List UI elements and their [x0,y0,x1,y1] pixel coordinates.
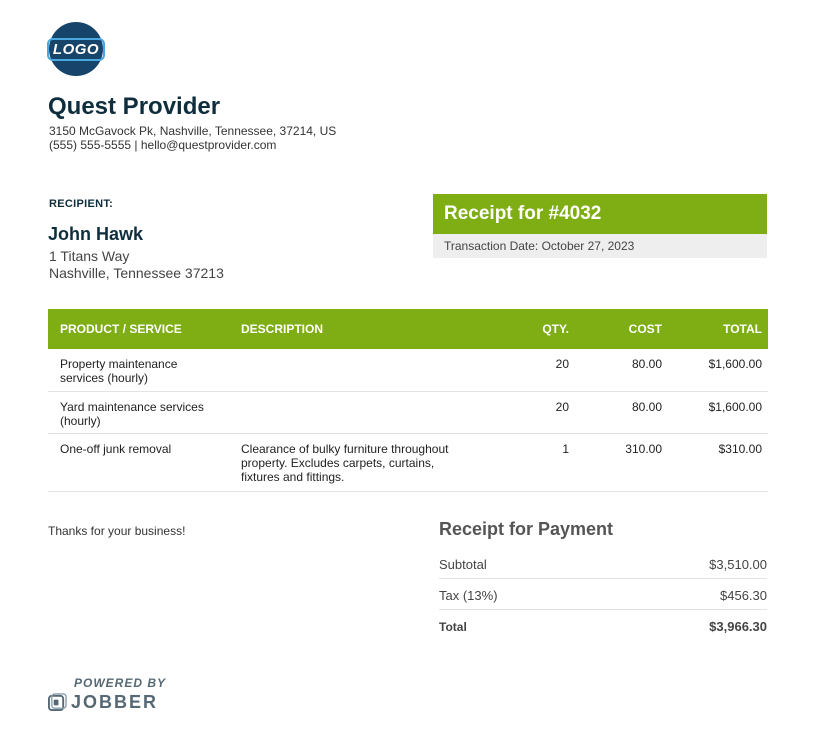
company-name: Quest Provider [48,93,221,120]
recipient-street: 1 Titans Way [49,248,130,264]
table-row [48,392,768,434]
table-row [48,434,768,492]
total-value: $3,966.30 [709,619,767,634]
transaction-date: Transaction Date: October 27, 2023 [433,234,767,258]
receipt-header [433,194,767,258]
subtotal-row [439,548,767,579]
row-product: Property maintenance services (hourly) [60,357,178,385]
summary-title: Receipt for Payment [439,519,614,539]
row-qty: 20 [555,400,569,414]
recipient-label: RECIPIENT: [49,198,114,210]
line-items-table [48,309,768,492]
table-header [48,309,768,349]
thank-you-note: Thanks for your business! [48,524,186,538]
recipient-city: Nashville, Tennessee 37213 [49,265,224,281]
row-cost: 80.00 [631,357,662,371]
tax-value: $456.30 [720,588,767,603]
company-logo-text: LOGO [47,38,105,61]
row-product: One-off junk removal [60,442,172,456]
table-row [48,349,768,392]
header-cost: COST [628,322,662,336]
header-product: PRODUCT / SERVICE [60,322,182,336]
row-cost: 310.00 [625,442,662,456]
row-qty: 20 [555,357,569,371]
header-description: DESCRIPTION [241,322,324,336]
row-cost: 80.00 [631,400,662,414]
total-label: Total [439,620,467,634]
jobber-logo-icon [48,693,67,712]
row-total: $310.00 [718,442,762,456]
header-total: TOTAL [723,322,762,336]
row-description: Clearance of bulky furniture throughout property. Excludes carpets, curtains, fixtures and fittings. [241,442,449,484]
recipient-name: John Hawk [48,224,144,244]
company-address: 3150 McGavock Pk, Nashville, Tennessee, 37214, US [49,124,337,138]
tax-label: Tax (13%) [439,588,498,603]
row-qty: 1 [562,442,569,456]
receipt-title: Receipt for #4032 [444,203,602,224]
jobber-wordmark: JOBBER [71,692,159,712]
powered-by-label: POWERED BY [74,676,167,690]
subtotal-label: Subtotal [439,557,487,572]
total-row [439,610,767,641]
row-total: $1,600.00 [708,357,762,371]
row-total: $1,600.00 [708,400,762,414]
receipt-title-bar [433,194,767,234]
header-qty: QTY. [542,322,569,336]
company-contact: (555) 555-5555 | hello@questprovider.com [49,138,277,152]
subtotal-value: $3,510.00 [709,557,767,572]
jobber-brand [48,692,178,713]
powered-by-jobber[interactable] [48,676,178,713]
tax-row [439,579,767,610]
company-logo [49,22,103,76]
row-product: Yard maintenance services (hourly) [60,400,204,428]
payment-summary [439,518,767,641]
